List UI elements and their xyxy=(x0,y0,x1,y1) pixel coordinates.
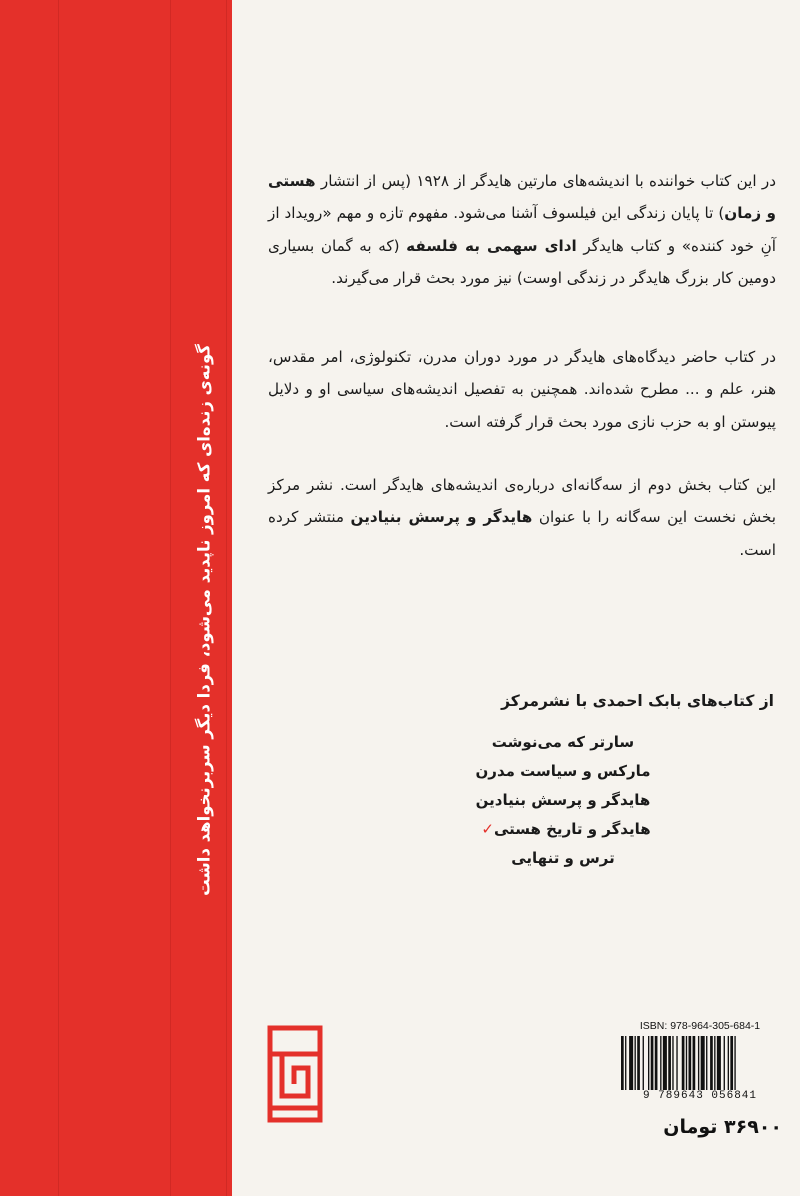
barcode-bar xyxy=(660,1036,661,1090)
barcode-bar xyxy=(717,1036,721,1090)
barcode-bar xyxy=(706,1036,707,1090)
barcode-bar xyxy=(682,1036,685,1090)
description-paragraph-1 xyxy=(268,165,776,295)
barcode-bar xyxy=(629,1036,633,1090)
bold-title: هستی و زمان xyxy=(268,172,776,223)
checkmark-icon: ✓ xyxy=(481,820,494,838)
barcode xyxy=(617,1036,783,1090)
book-title: هایدگر و تاریخ هستی xyxy=(493,820,651,838)
description-paragraph-3 xyxy=(268,469,776,566)
barcode-bar xyxy=(730,1036,733,1090)
book-title-item xyxy=(418,844,708,873)
barcode-bar xyxy=(643,1036,644,1090)
book-title: سارتر که می‌نوشت xyxy=(491,733,635,751)
book-title-item xyxy=(418,815,708,844)
barcode-bar xyxy=(672,1036,673,1090)
text-run: ) تا پایان زندگی این فیلسوف آشنا می‌شود. مفهوم تازه و مهم «رویداد از آنِ خود کننده» و کتاب هایدگر xyxy=(268,204,776,255)
barcode-bar xyxy=(728,1036,729,1090)
isbn-label: ISBN: 978-964-305-684-1 xyxy=(639,1020,761,1032)
barcode-bar xyxy=(689,1036,692,1090)
barcode-bar xyxy=(651,1036,654,1090)
barcode-bar xyxy=(648,1036,649,1090)
barcode-bar xyxy=(686,1036,687,1090)
barcode-bar xyxy=(663,1036,667,1090)
barcode-bar xyxy=(714,1036,715,1090)
book-title-item xyxy=(418,786,708,815)
text-run: منتشر کرده است. xyxy=(268,508,776,559)
book-spine xyxy=(0,0,232,1196)
barcode-bar xyxy=(655,1036,658,1090)
barcode-bar xyxy=(637,1036,640,1090)
text-run: (که به گمان بسیاری دومین کار بزرگ هایدگر در زندگی اوست) نیز مورد بحث قرار می‌گیرند. xyxy=(268,236,776,288)
spine-fold-line xyxy=(226,0,227,1196)
book-title-item xyxy=(418,728,708,757)
spine-fold-line xyxy=(170,0,171,1196)
barcode-bar xyxy=(625,1036,626,1090)
barcode-bar xyxy=(635,1036,636,1090)
barcode-bar xyxy=(701,1036,705,1090)
book-title: مارکس و سیاست مدرن xyxy=(475,762,651,780)
description-paragraph-2: در کتاب حاضر دیدگاه‌های هایدگر در مورد دوران مدرن، تکنولوژی، امر مقدس، هنر، علم و ... مطرح شده‌اند. همچنین به تفصیل اندیشه‌های سیاسی او و دلایل پیوستن او به حزب نازی مورد بحث قرار گرفته است. xyxy=(268,348,776,431)
book-title: ترس و تنهایی xyxy=(511,849,615,867)
text-run: این کتاب بخش دوم از سه‌گانه‌ای درباره‌ی اندیشه‌های هایدگر است. نشر مرکز بخش نخست این سه‌گانه را با عنوان xyxy=(268,476,776,527)
book-title: هایدگر و پرسش بنیادین xyxy=(475,791,651,809)
barcode-digits: 9 789643 056841 xyxy=(642,1090,758,1102)
barcode-bar xyxy=(698,1036,699,1090)
bold-title: ادای سهمی به فلسفه xyxy=(406,236,577,255)
barcode-bar xyxy=(734,1036,735,1090)
other-books-list xyxy=(418,728,708,873)
barcode-bar xyxy=(668,1036,671,1090)
barcode-bar xyxy=(693,1036,696,1090)
bold-title: هایدگر و پرسش بنیادین xyxy=(350,508,533,527)
book-title-item xyxy=(418,757,708,786)
publisher-logo xyxy=(264,1024,326,1124)
other-books-heading: از کتاب‌های بابک احمدی با نشرمرکز xyxy=(501,692,774,710)
spine-fold-line xyxy=(58,0,59,1196)
barcode-bar xyxy=(724,1036,725,1090)
spine-quote: گونه‌ی زنده‌ای که امروز ناپدید می‌شود، فردا دیگر سربرنخواهد داشت xyxy=(194,344,214,896)
barcode-bar xyxy=(621,1036,624,1090)
price-label: ۳۶۹۰۰ تومان xyxy=(663,1116,782,1138)
barcode-bar xyxy=(710,1036,713,1090)
barcode-bar xyxy=(676,1036,677,1090)
text-run: در این کتاب خواننده با اندیشه‌های مارتین هایدگر از ۱۹۲۸ (پس از انتشار xyxy=(315,172,776,190)
